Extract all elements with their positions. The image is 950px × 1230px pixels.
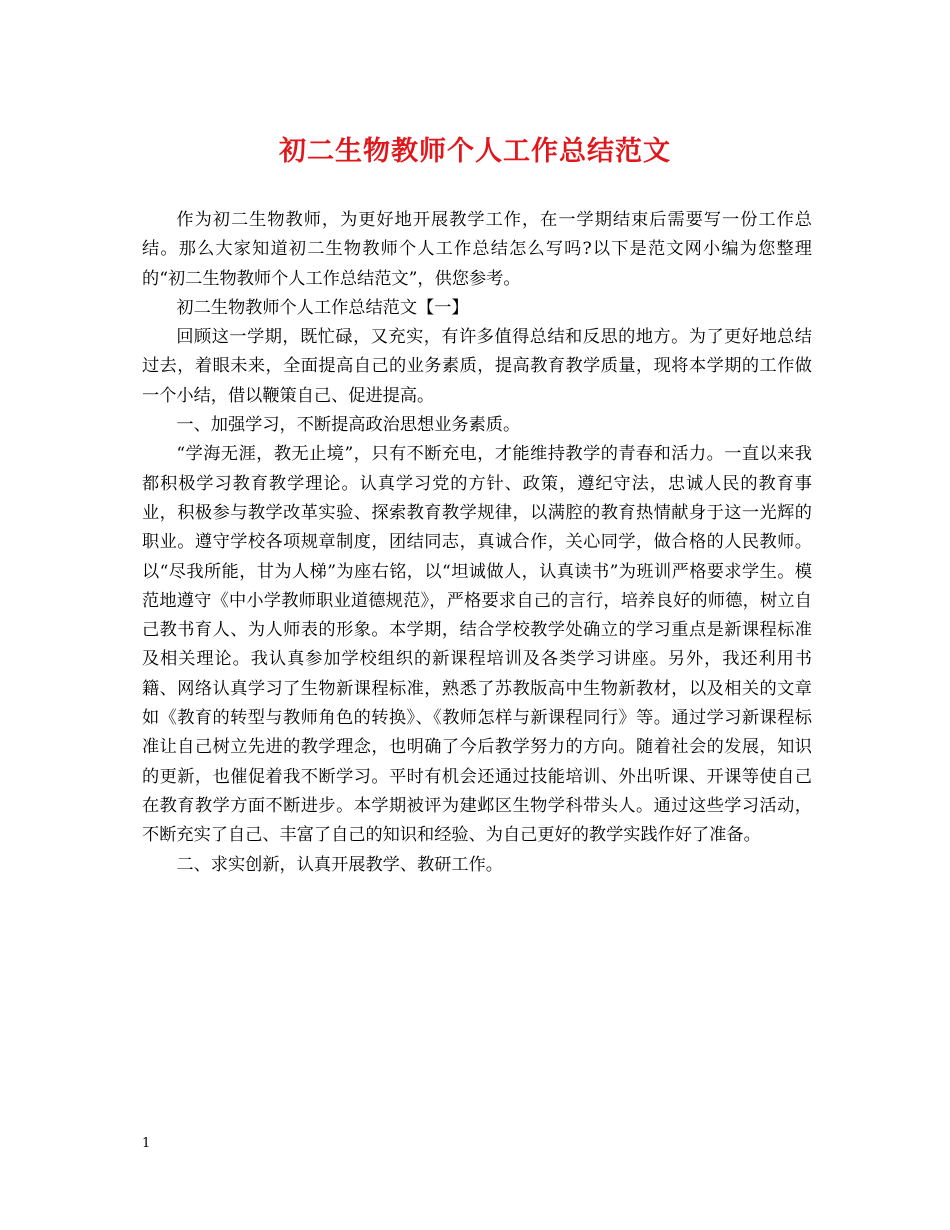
document-body: [142, 206, 812, 880]
section-heading-study: 一、加强学习，不断提高政治思想业务素质。: [176, 415, 521, 436]
section-heading-innovation: 二、求实创新，认真开展教学、教研工作。: [176, 854, 503, 875]
intro-paragraph: 作为初二生物教师，为更好地开展教学工作，在一学期结束后需要写一份工作总结。那么大家知道初二生物教师个人工作总结怎么写吗?以下是范文网小编为您整理的“初二生物教师个人工作总结范文”，供您参考。: [142, 210, 812, 289]
review-paragraph: 回顾这一学期，既忙碌，又充实，有许多值得总结和反思的地方。为了更好地总结过去，着眼未来，全面提高自己的业务素质，提高教育教学质量，现将本学期的工作做一个小结，借以鞭策自己、促进提高。: [142, 327, 812, 406]
page-number: 1: [142, 1136, 151, 1151]
study-paragraph: “学海无涯，教无止境”，只有不断充电，才能维持教学的青春和活力。一直以来我都积极学习教育教学理论。认真学习党的方针、政策，遵纪守法，忠诚人民的教育事业，积极参与教学改革实验、探索教育教学规律，以满腔的教育热情献身于这一光辉的职业。遵守学校各项规章制度，团结同志，真诚合作，关心同学，做合格的人民教师。以“尽我所能，甘为人梯”为座右铭，以“坦诚做人，认真读书”为班训严格要求学生。模范地遵守《中小学教师职业道德规范》，严格要求自己的言行，培养良好的师德，树立自己教书育人、为人师表的形象。本学期，结合学校教学处确立的学习重点是新课程标准及相关理论。我认真参加学校组织的新课程培训及各类学习讲座。另外，我还利用书籍、网络认真学习了生物新课程标准，熟悉了苏教版高中生物新教材，以及相关的文章如《教育的转型与教师角色的转换》、《教师怎样与新课程同行》等。通过学习新课程标准让自己树立先进的教学理念，也明确了今后教学努力的方向。随着社会的发展，知识的更新，也催促着我不断学习。平时有机会还通过技能培训、外出听课、开课等使自己在教育教学方面不断进步。本学期被评为建邺区生物学科带头人。通过这些学习活动，不断充实了自己、丰富了自己的知识和经验、为自己更好的教学实践作好了准备。: [142, 444, 812, 846]
document-title: 初二生物教师个人工作总结范文: [279, 136, 671, 167]
section-heading-part-one: 初二生物教师个人工作总结范文【一】: [176, 297, 469, 318]
